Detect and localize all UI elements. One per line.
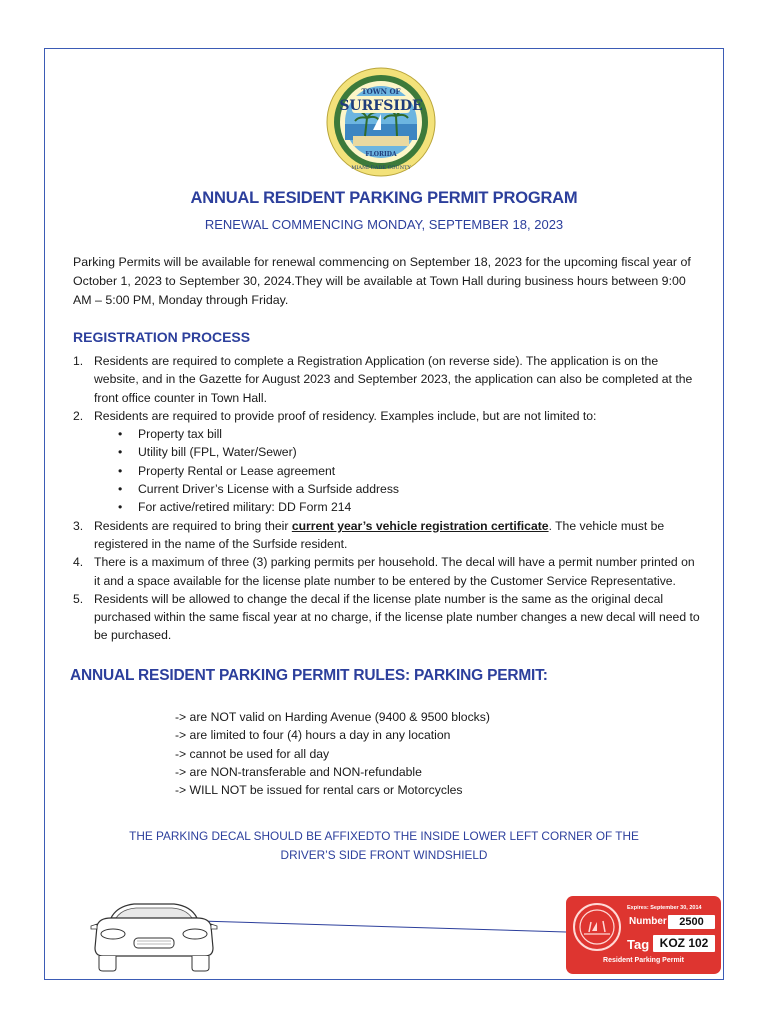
list-item: • Property Rental or Lease agreement bbox=[118, 462, 703, 480]
decal-tag-value: KOZ 102 bbox=[653, 935, 715, 952]
parking-decal-sample bbox=[566, 896, 721, 974]
step-number: 3. bbox=[73, 518, 84, 533]
registration-step-2 bbox=[73, 407, 703, 517]
seal-top-text: TOWN OF bbox=[361, 87, 401, 96]
step-emphasis: current year’s vehicle registration certificate bbox=[291, 518, 549, 533]
decal-expiration: Expires: September 30, 2014 bbox=[627, 905, 702, 911]
list-item: -> are NON-transferable and NON-refundable bbox=[175, 764, 422, 779]
list-item: • Utility bill (FPL, Water/Sewer) bbox=[118, 443, 703, 461]
car-icon bbox=[89, 896, 219, 976]
list-item: • Property tax bill bbox=[118, 425, 703, 443]
step-text: . The vehicle must be registered in the name of the Surfside resident. bbox=[94, 518, 665, 551]
windshield-note bbox=[100, 827, 668, 865]
decal-seal-icon bbox=[572, 902, 622, 952]
decal-number-label: Number bbox=[629, 916, 667, 927]
note-line-1: THE PARKING DECAL SHOULD BE AFFIXEDTO THE INSIDE LOWER LEFT CORNER OF THE bbox=[129, 829, 639, 843]
step-text: There is a maximum of three (3) parking permits per household. The decal will have a permit number printed on it and a space available for the license plate number to be entered by the Customer Service Representative. bbox=[94, 555, 695, 588]
list-item: -> cannot be used for all day bbox=[175, 746, 330, 761]
list-item: -> are limited to four (4) hours a day in any location bbox=[175, 728, 451, 743]
list-item: -> are NOT valid on Harding Avenue (9400 & 9500 blocks) bbox=[175, 710, 490, 724]
step-number: 1. bbox=[73, 354, 84, 368]
step-number: 5. bbox=[73, 591, 84, 606]
page-subtitle: RENEWAL COMMENCING MONDAY, SEPTEMBER 18, 2023 bbox=[204, 217, 564, 232]
rules-list bbox=[175, 708, 490, 799]
town-seal-logo bbox=[325, 66, 437, 178]
step-text: Residents will be allowed to change the decal if the license plate number is the same as the original decal purchased within the same fiscal year at no charge, if the license plate number changes a new decal will need to be purchased. bbox=[94, 591, 700, 643]
registration-step-5 bbox=[73, 590, 703, 645]
registration-step-4 bbox=[73, 553, 703, 590]
registration-step-3 bbox=[73, 517, 703, 554]
intro-paragraph: Parking Permits will be available for renewal commencing on September 18, 2023 for the upcoming fiscal year of October 1, 2023 to September 30, 2024.They will be available at Town Hall during business hours between 9:00 AM – 5:00 PM, Monday through Friday. bbox=[73, 255, 691, 307]
rules-heading: ANNUAL RESIDENT PARKING PERMIT RULES: PARKING PERMIT: bbox=[70, 667, 548, 684]
registration-steps bbox=[73, 352, 703, 645]
seal-county-text: MIAMI-DADE COUNTY bbox=[351, 165, 411, 171]
step-number: 2. bbox=[73, 408, 84, 423]
proof-of-residency-list bbox=[94, 425, 703, 516]
seal-name-text: SURFSIDE bbox=[339, 98, 423, 114]
decal-footer: Resident Parking Permit bbox=[603, 957, 684, 964]
decal-tag-label: Tag bbox=[627, 937, 650, 952]
decal-number-value: 2500 bbox=[668, 915, 715, 929]
step-number: 4. bbox=[73, 555, 84, 570]
step-text: Residents are required to bring their bbox=[94, 518, 292, 533]
registration-step-1 bbox=[73, 352, 703, 407]
list-item: • Current Driver’s License with a Surfside address bbox=[118, 480, 703, 498]
seal-state-text: FLORIDA bbox=[365, 151, 397, 158]
note-line-2: DRIVER’S SIDE FRONT WINDSHIELD bbox=[280, 848, 488, 862]
list-item: -> WILL NOT be issued for rental cars or Motorcycles bbox=[175, 783, 463, 798]
step-text: Residents are required to provide proof of residency. Examples include, but are not limited to: bbox=[94, 408, 597, 423]
list-item: • For active/retired military: DD Form 214 bbox=[118, 498, 703, 516]
page-title: ANNUAL RESIDENT PARKING PERMIT PROGRAM bbox=[190, 189, 578, 207]
registration-heading: REGISTRATION PROCESS bbox=[73, 329, 251, 345]
step-text: Residents are required to complete a Registration Application (on reverse side). The application is on the website, and in the Gazette for August 2023 and September 2023, the application can also be completed at the front office counter in Town Hall. bbox=[94, 354, 693, 405]
